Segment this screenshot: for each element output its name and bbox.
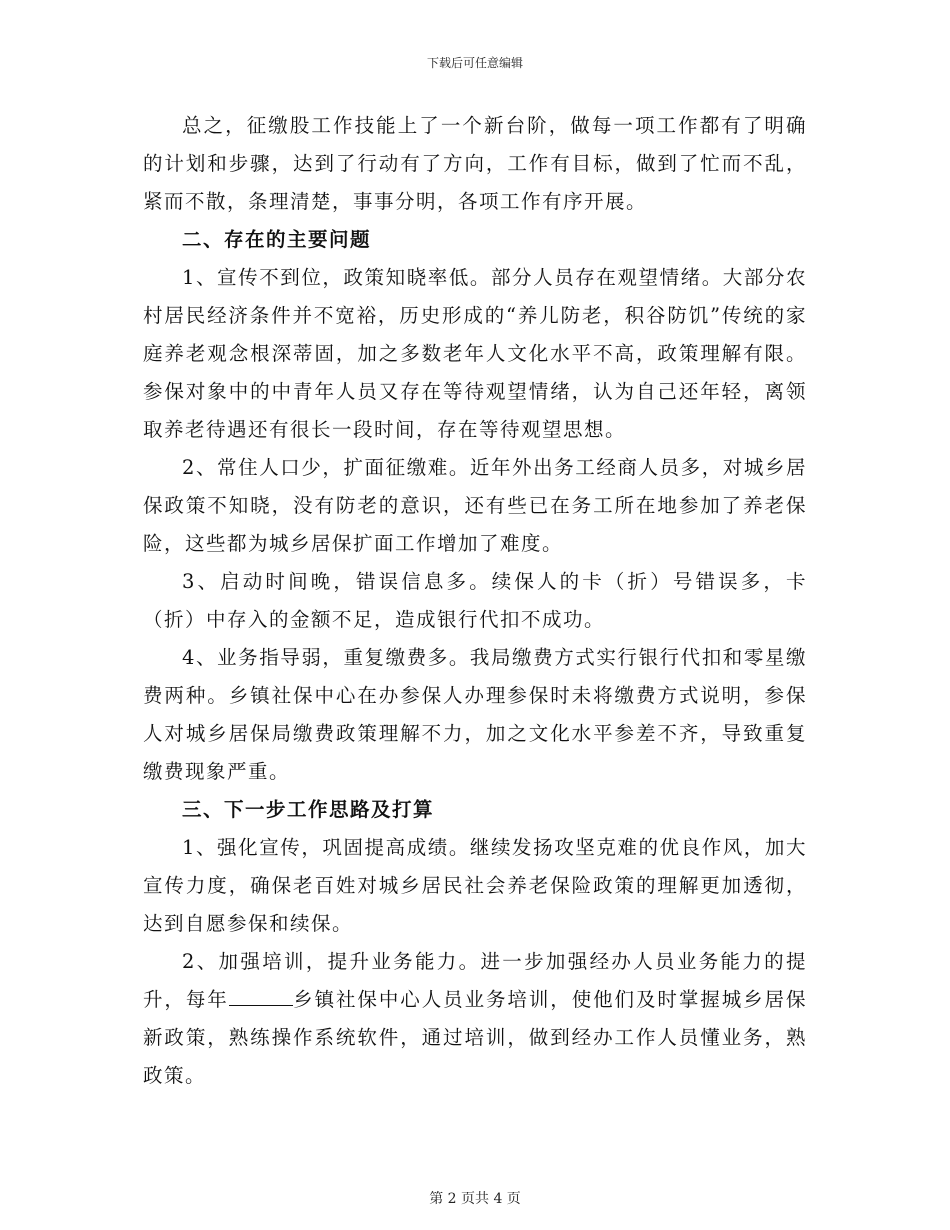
section-heading-next-steps: 三、下一步工作思路及打算 [182, 798, 435, 821]
section-heading-problems: 二、存在的主要问题 [182, 228, 372, 251]
paragraph-plan-2 [143, 943, 807, 1095]
page-header: 下载后可任意编辑 [426, 56, 523, 70]
paragraph-problem-4: 4、业务指导弱，重复缴费多。我局缴费方式实行银行代扣和零星缴费两种。乡镇社保中心在办参保人办理参保时未将缴费方式说明，参保人对城乡居保局缴费政策理解不力，加之文化水平参差不齐，导致重复缴费现象严重。 [143, 646, 807, 783]
paragraph-plan-2-end: 乡镇社保中心人员业务培训，使他们及时掌握城乡居保新政策，熟练操作系统软件，通过培训，做到经办工作人员懂业务，熟政策。 [143, 988, 807, 1087]
blank-underline [229, 987, 293, 1006]
document-body [143, 107, 807, 1095]
paragraph-problem-2: 2、常住人口少，扩面征缴难。近年外出务工经商人员多，对城乡居保政策不知晓，没有防老的意识，还有些已在务工所在地参加了养老保险，这些都为城乡居保扩面工作增加了难度。 [143, 456, 807, 555]
paragraph-problem-1: 1、宣传不到位，政策知晓率低。部分人员存在观望情绪。大部分农村居民经济条件并不宽裕，历史形成的“养儿防老，积谷防饥”传统的家庭养老观念根深蒂固，加之多数老年人文化水平不高，政策理解有限。参保对象中的中青年人员又存在等待观望情绪，认为自己还年轻，离领取养老待遇还有很长一段时间，存在等待观望思想。 [143, 266, 807, 441]
page-footer: 第 2 页共 4 页 [429, 1191, 521, 1207]
paragraph-plan-2-start: 2、加强培训，提升业务能力。进一步加强经办人员业务能力的提升，每年 [143, 950, 807, 1011]
paragraph-problem-3: 3、启动时间晚，错误信息多。续保人的卡（折）号错误多，卡（折）中存入的金额不足，造成银行代扣不成功。 [143, 570, 807, 631]
paragraph-plan-1: 1、强化宣传，巩固提高成绩。继续发扬攻坚克难的优良作风，加大宣传力度，确保老百姓对城乡居民社会养老保险政策的理解更加透彻，达到自愿参保和续保。 [143, 836, 807, 935]
paragraph-summary: 总之，征缴股工作技能上了一个新台阶，做每一项工作都有了明确的计划和步骤，达到了行动有了方向，工作有目标，做到了忙而不乱，紧而不散，条理清楚，事事分明，各项工作有序开展。 [143, 114, 807, 213]
